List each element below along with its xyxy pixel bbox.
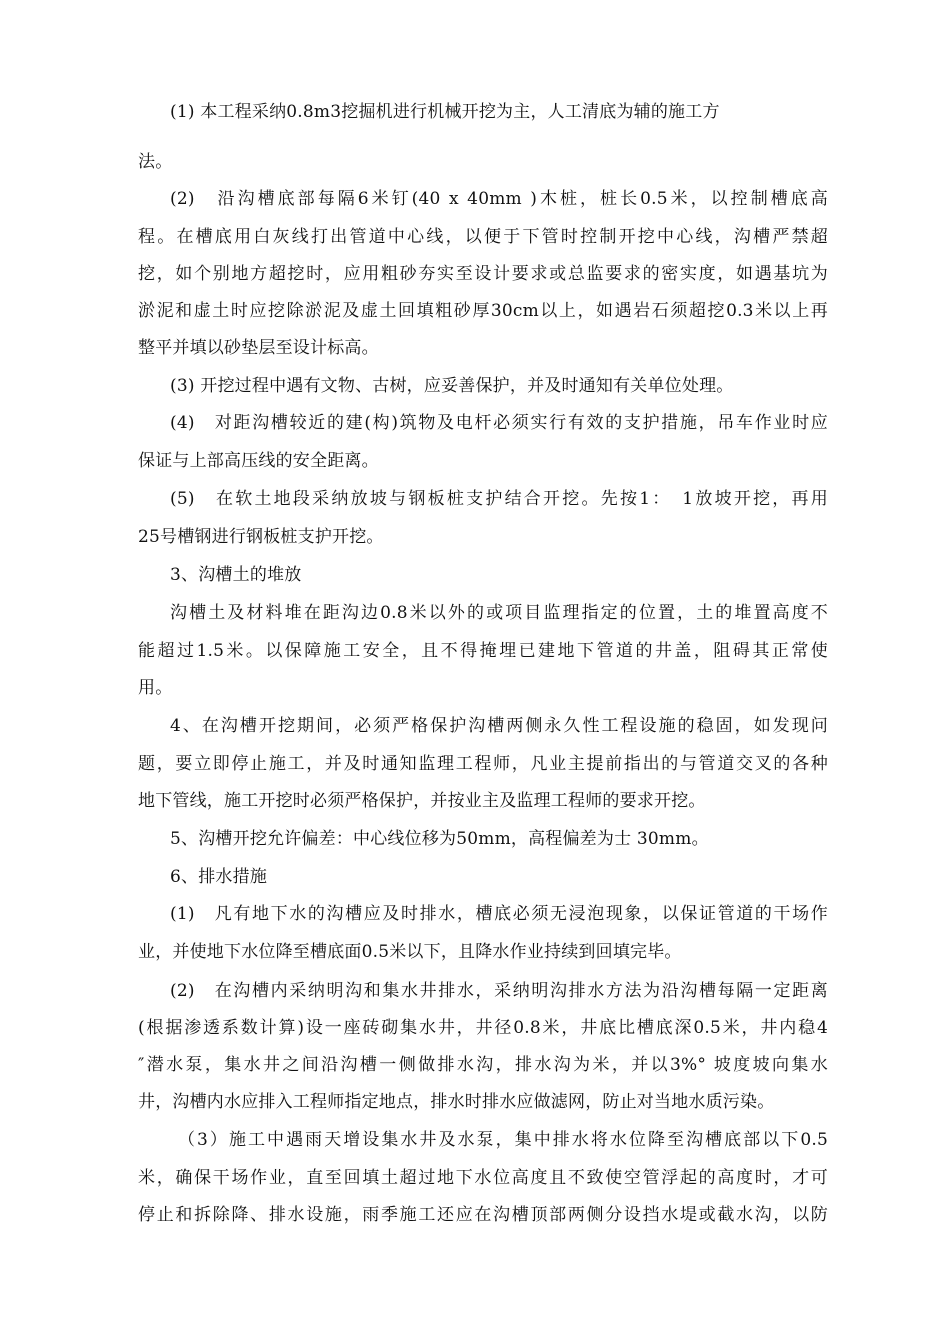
text-line: 程。在槽底用白灰线打出管道中心线，以便于下管时控制开挖中心线，沟槽严禁超: [138, 227, 828, 247]
text-line: ″潜水泵，集水井之间沿沟槽一侧做排水沟，排水沟为米，并以3%° 坡度坡向集水: [138, 1055, 828, 1075]
section-heading: 6、排水措施: [170, 867, 268, 887]
text-line: 井，沟槽内水应排入工程师指定地点，排水时排水应做滤网，防止对当地水质污染。: [138, 1092, 775, 1112]
text-line: 停止和拆除降、排水设施，雨季施工还应在沟槽顶部两侧分设挡水堤或截水沟，以防: [138, 1205, 828, 1225]
text-line: 挖，如个别地方超挖时，应用粗砂夯实至设计要求或总监要求的密实度，如遇基坑为: [138, 264, 828, 284]
text-line: (1) 凡有地下水的沟槽应及时排水，槽底必须无浸泡现象，以保证管道的干场作: [170, 904, 828, 924]
text-line: (5) 在软土地段采纳放坡与钢板桩支护结合开挖。先按1： 1放坡开挖，再用: [170, 489, 828, 509]
text-line: 用。: [138, 678, 173, 698]
text-line: 能超过1.5米。以保障施工安全，且不得掩埋已建地下管道的井盖，阻碍其正常使: [138, 641, 828, 661]
text-line: (根据渗透系数计算)设一座砖砌集水井，井径0.8米，井底比槽底深0.5米，井内稳4: [138, 1018, 828, 1038]
text-line: (2) 在沟槽内采纳明沟和集水井排水，采纳明沟排水方法为沿沟槽每隔一定距离: [170, 981, 828, 1001]
text-line: 整平并填以砂垫层至设计标高。: [138, 338, 379, 358]
text-line: 4、在沟槽开挖期间，必须严格保护沟槽两侧永久性工程设施的稳固，如发现问: [170, 716, 828, 736]
text-line: 题，要立即停止施工，并及时通知监理工程师，凡业主提前指出的与管道交叉的各种: [138, 754, 828, 774]
text-line: 地下管线，施工开挖时必须严格保护，并按业主及监理工程师的要求开挖。: [138, 791, 706, 811]
section-heading: 3、沟槽土的堆放: [170, 565, 302, 585]
text-line: 5、沟槽开挖允许偏差：中心线位移为50mm，高程偏差为士 30mm。: [170, 829, 709, 849]
text-line: 业，并使地下水位降至槽底面0.5米以下，且降水作业持续到回填完毕。: [138, 942, 682, 962]
text-line: (3) 开挖过程中遇有文物、古树，应妥善保护，并及时通知有关单位处理。: [170, 376, 734, 396]
text-line: (2) 沿沟槽底部每隔6米钉(40 x 40mm )木桩，桩长0.5米，以控制槽底高: [170, 189, 828, 209]
text-line: (1) 本工程采纳0.8m3挖掘机进行机械开挖为主，人工清底为辅的施工方: [170, 102, 720, 122]
text-line: 沟槽土及材料堆在距沟边0.8米以外的或项目监理指定的位置，土的堆置高度不: [170, 603, 828, 623]
text-line: （3）施工中遇雨天增设集水井及水泵，集中排水将水位降至沟槽底部以下0.5: [178, 1130, 828, 1150]
text-line: 法。: [138, 152, 173, 172]
text-line: 米，确保干场作业，直至回填土超过地下水位高度且不致使空管浮起的高度时，才可: [138, 1168, 828, 1188]
text-line: 保证与上部高压线的安全距离。: [138, 451, 379, 471]
text-line: (4) 对距沟槽较近的建(构)筑物及电杆必须实行有效的支护措施，吊车作业时应: [170, 413, 828, 433]
text-line: 25号槽钢进行钢板桩支护开挖。: [138, 527, 384, 547]
text-line: 淤泥和虚土时应挖除淤泥及虚土回填粗砂厚30cm以上，如遇岩石须超挖0.3米以上再: [138, 301, 828, 321]
